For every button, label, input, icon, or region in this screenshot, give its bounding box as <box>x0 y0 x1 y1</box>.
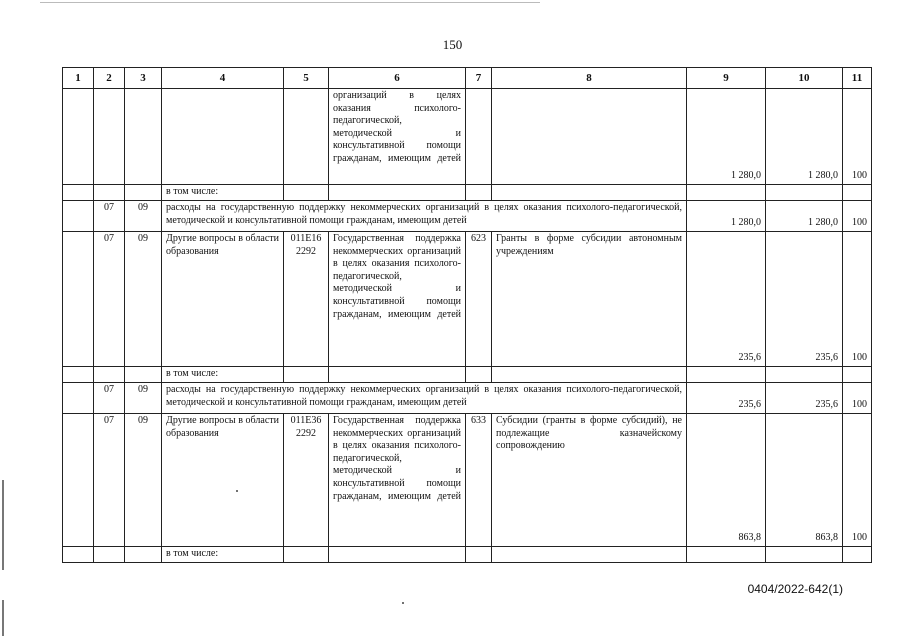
cell-section: 07 <box>94 414 125 547</box>
cell-subsection: 09 <box>125 383 162 414</box>
cell-including-label: в том числе: <box>162 185 284 201</box>
table-row <box>63 201 872 232</box>
cell-target-code: 011Е16 2292 <box>284 232 329 367</box>
cell-expense-name: Гранты в форме субсидии автономным учреждениям <box>492 232 687 367</box>
table-row <box>63 414 872 547</box>
cell-amount-fact: 1 280,0 <box>766 89 843 185</box>
cell-including-label: в том числе: <box>162 547 284 563</box>
cell-section <box>94 89 125 185</box>
cell-including-label: в том числе: <box>162 367 284 383</box>
header-cell: 9 <box>687 68 766 89</box>
cell-section: 07 <box>94 232 125 367</box>
cell-amount-plan: 863,8 <box>687 414 766 547</box>
cell-detail-text: расходы на государственную поддержку некоммерческих организаций в целях оказания психолого-педагогической, методической и консультативной помощи гражданам, имеющим детей <box>162 383 687 414</box>
cell-expense-type: 623 <box>466 232 492 367</box>
cell-subsection: 09 <box>125 201 162 232</box>
table-row <box>63 367 872 383</box>
page-number: 150 <box>442 37 463 52</box>
cell-section-name: Другие вопросы в области образования <box>162 232 284 367</box>
header-cell: 7 <box>466 68 492 89</box>
cell-section-name: Другие вопросы в области образования <box>162 414 284 547</box>
cell-detail-text: расходы на государственную поддержку некоммерческих организаций в целях оказания психолого-педагогической, методической и консультативной помощи гражданам, имеющим детей <box>162 201 687 232</box>
cell-expense-name: Субсидии (гранты в форме субсидий), не подлежащие казначейскому сопровождению <box>492 414 687 547</box>
cell-amount-fact: 863,8 <box>766 414 843 547</box>
cell-expense-type <box>466 89 492 185</box>
cell-section-name <box>162 89 284 185</box>
cell-empty <box>63 89 94 185</box>
header-cell: 4 <box>162 68 284 89</box>
cell-subsection: 09 <box>125 232 162 367</box>
scan-speck <box>402 602 404 604</box>
header-cell: 2 <box>94 68 125 89</box>
table-row <box>63 383 872 414</box>
table-row <box>63 232 872 367</box>
cell-amount-fact: 1 280,0 <box>766 201 843 232</box>
header-cell: 1 <box>63 68 94 89</box>
table-header-row <box>63 68 872 89</box>
budget-table <box>62 67 872 563</box>
cell-expense-type: 633 <box>466 414 492 547</box>
cell-target-code <box>284 89 329 185</box>
cell-amount-fact: 235,6 <box>766 232 843 367</box>
cell-section: 07 <box>94 201 125 232</box>
cell-amount-fact: 235,6 <box>766 383 843 414</box>
cell-percent: 100 <box>843 414 872 547</box>
cell-amount-plan: 1 280,0 <box>687 201 766 232</box>
cell-target-name: Государственная поддержка некоммерческих организаций в целях оказания психолого-педагогической, методической и консультативной помощи гражданам, имеющим детей <box>329 232 466 367</box>
header-cell: 10 <box>766 68 843 89</box>
cell-amount-plan: 1 280,0 <box>687 89 766 185</box>
scan-left-edge <box>2 480 4 570</box>
cell-subsection <box>125 89 162 185</box>
header-cell: 8 <box>492 68 687 89</box>
cell-amount-plan: 235,6 <box>687 232 766 367</box>
scan-speck <box>236 490 238 492</box>
header-cell: 6 <box>329 68 466 89</box>
table-row <box>63 547 872 563</box>
cell-percent: 100 <box>843 232 872 367</box>
header-cell: 5 <box>284 68 329 89</box>
document-code: 0404/2022-642(1) <box>747 582 843 596</box>
scan-left-edge <box>2 600 4 636</box>
cell-percent: 100 <box>843 383 872 414</box>
cell-target-name: Государственная поддержка некоммерческих организаций в целях оказания психолого-педагогической, методической и консультативной помощи гражданам, имеющим детей <box>329 414 466 547</box>
cell-subsection: 09 <box>125 414 162 547</box>
scan-top-edge <box>40 2 540 3</box>
table-row <box>63 89 872 185</box>
cell-amount-plan: 235,6 <box>687 383 766 414</box>
cell-section: 07 <box>94 383 125 414</box>
cell-percent: 100 <box>843 201 872 232</box>
cell-percent: 100 <box>843 89 872 185</box>
cell-target-code: 011Е36 2292 <box>284 414 329 547</box>
header-cell: 3 <box>125 68 162 89</box>
header-cell: 11 <box>843 68 872 89</box>
cell-expense-name <box>492 89 687 185</box>
cell-target-name: организаций в целях оказания психолого-педагогической, методической и консультативной помощи гражданам, имеющим детей <box>329 89 466 185</box>
table-row <box>63 185 872 201</box>
